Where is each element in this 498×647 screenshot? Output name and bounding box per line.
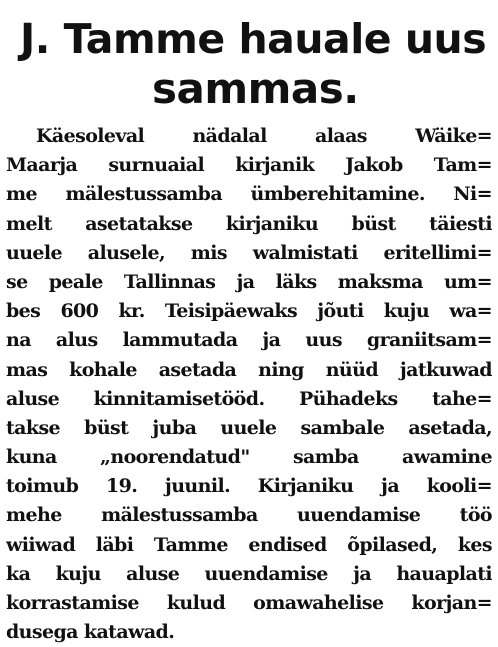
body-line-11: takse büst juba uuele sambale asetada, xyxy=(6,416,492,439)
body-line-2: Maarja surnuaial kirjanik Jakob Tam= xyxy=(6,154,492,177)
body-line-3: me mälestussamba ümberehitamine. Ni= xyxy=(6,183,492,206)
body-line-8: na alus lammutada ja uus graniitsam= xyxy=(6,329,492,352)
body-line-6: se peale Tallinnas ja läks maksma um= xyxy=(6,270,492,293)
article-headline xyxy=(20,14,490,114)
headline-line-2: sammas. xyxy=(152,64,359,113)
body-line-9: mas kohale asetada ning nüüd jatkuwad xyxy=(6,358,492,381)
body-line-4: melt asetatakse kirjaniku büst täiesti xyxy=(6,212,492,235)
body-line-5: uuele alusele, mis walmistati eritellimi= xyxy=(6,241,492,264)
body-line-12: kuna „noorendatud" samba awamine xyxy=(6,446,492,469)
body-line-16: ka kuju aluse uuendamise ja hauaplati xyxy=(6,562,492,585)
body-line-18: dusega katawad. xyxy=(6,621,175,644)
article-body xyxy=(6,122,492,647)
body-line-10: aluse kinnitamisetööd. Pühadeks tahe= xyxy=(6,387,492,410)
body-line-1: Käesoleval nädalal alaas Wäike= xyxy=(36,125,492,147)
body-line-7: bes 600 kr. Teisipäewaks jõuti kuju wa= xyxy=(6,300,492,323)
body-line-13: toimub 19. juunil. Kirjaniku ja kooli= xyxy=(6,475,492,498)
body-line-15: wiiwad läbi Tamme endised õpilased, kes xyxy=(6,533,492,556)
body-line-14: mehe mälestussamba uuendamise töö xyxy=(6,504,492,527)
body-line-17: korrastamise kulud omawahelise korjan= xyxy=(6,592,492,614)
headline-line-1: J. Tamme hauale uus xyxy=(20,15,487,63)
